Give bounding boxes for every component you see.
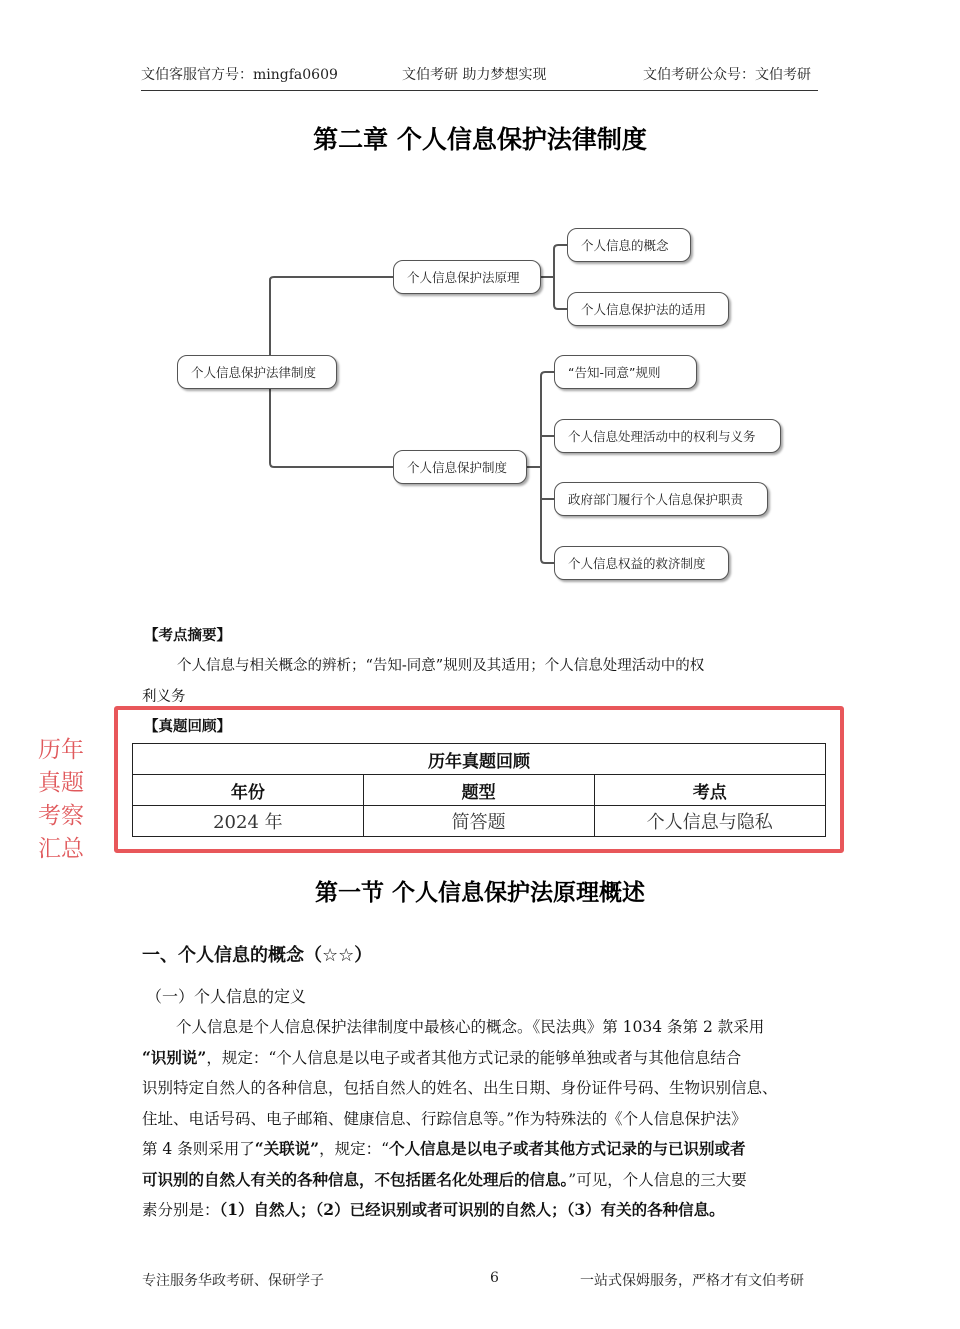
paragraph-line [142, 1195, 725, 1225]
review-label: 【真题回顾】 [144, 718, 231, 735]
side-annotation-line: 考察 [38, 803, 84, 829]
exam-review-table [132, 743, 826, 837]
mindmap-leaf-application: 个人信息保护法的适用 [567, 292, 729, 326]
table-title: 历年真题回顾 [133, 744, 826, 775]
section-title: 第一节 个人信息保护法原理概述 [314, 880, 645, 906]
summary-line-2: 利义务 [142, 689, 186, 705]
mindmap-leaf-government-duties: 政府部门履行个人信息保护职责 [554, 482, 768, 516]
table-header-topic: 考点 [594, 775, 825, 806]
mindmap-branch-system: 个人信息保护制度 [393, 450, 527, 484]
mindmap-branch-principles: 个人信息保护法原理 [393, 260, 541, 294]
side-annotation-line: 历年 [38, 737, 84, 763]
table-header-year: 年份 [133, 775, 364, 806]
subsubsection-title: （一）个人信息的定义 [146, 987, 307, 1006]
paragraph-line [142, 1134, 746, 1164]
paragraph-emphasis: 可识别的自然人有关的各种信息，不包括匿名化处理后的信息。 [142, 1170, 569, 1189]
paragraph-line: 识别特定自然人的各种信息，包括自然人的姓名、出生日期、身份证件号码、生物识别信息、 [142, 1079, 778, 1097]
paragraph-text: ，规定：“ [319, 1140, 389, 1158]
mindmap-leaf-notice-consent: “告知-同意”规则 [554, 355, 697, 389]
paragraph-line [142, 1165, 747, 1195]
footer-right: 一站式保姆服务，严格才有文伯考研 [580, 1273, 804, 1289]
term-association-theory: “关联说” [254, 1139, 320, 1158]
table-cell-topic: 个人信息与隐私 [594, 806, 825, 837]
side-annotation-line: 真题 [38, 770, 84, 796]
paragraph-text: ”可见，个人信息的三大要 [568, 1171, 747, 1189]
table-row [133, 806, 826, 837]
paragraph-line: 住址、电话号码、电子邮箱、健康信息、行踪信息等。”作为特殊法的《个人信息保护法》 [142, 1110, 747, 1128]
mindmap-leaf-concept: 个人信息的概念 [567, 228, 691, 262]
paragraph-emphasis: （1）自然人；（2）已经识别或者可识别的自然人；（3）有关的各种信息。 [219, 1200, 725, 1219]
table-header-type: 题型 [363, 775, 594, 806]
paragraph-text: 素分别是： [142, 1201, 220, 1219]
term-identification-theory: “识别说” [142, 1048, 207, 1067]
side-annotation-line: 汇总 [38, 836, 84, 862]
summary-label: 【考点摘要】 [144, 627, 231, 644]
table-cell-year: 2024 年 [133, 806, 364, 837]
mindmap-leaf-remedies: 个人信息权益的救济制度 [554, 546, 729, 580]
header-center: 文伯考研 助力梦想实现 [402, 67, 547, 83]
paragraph-line [142, 1043, 741, 1073]
paragraph-emphasis: 个人信息是以电子或者其他方式记录的与已识别或者 [389, 1139, 746, 1158]
mindmap-root: 个人信息保护法律制度 [177, 355, 337, 389]
mindmap-connectors [0, 0, 960, 600]
header-left: 文伯客服官方号：mingfa0609 [141, 67, 338, 83]
mindmap-leaf-rights-obligations: 个人信息处理活动中的权利与义务 [554, 419, 781, 453]
subsection-title: 一、个人信息的概念（☆☆） [142, 945, 373, 966]
page-number: 6 [490, 1270, 499, 1286]
paragraph-text: 第 4 条则采用了 [142, 1140, 255, 1158]
chapter-title: 第二章 个人信息保护法律制度 [313, 125, 647, 154]
footer-left: 专注服务华政考研、保研学子 [142, 1273, 324, 1289]
table-cell-type: 简答题 [363, 806, 594, 837]
side-annotation [38, 734, 90, 866]
header-right: 文伯考研公众号：文伯考研 [643, 67, 811, 83]
paragraph-text: ，规定：“个人信息是以电子或者其他方式记录的能够单独或者与其他信息结合 [206, 1049, 742, 1067]
summary-line-1: 个人信息与相关概念的辨析；“告知-同意”规则及其适用；个人信息处理活动中的权 [177, 658, 705, 674]
paragraph-line: 个人信息是个人信息保护法律制度中最核心的概念。《民法典》第 1034 条第 2 款采用 [176, 1018, 765, 1036]
